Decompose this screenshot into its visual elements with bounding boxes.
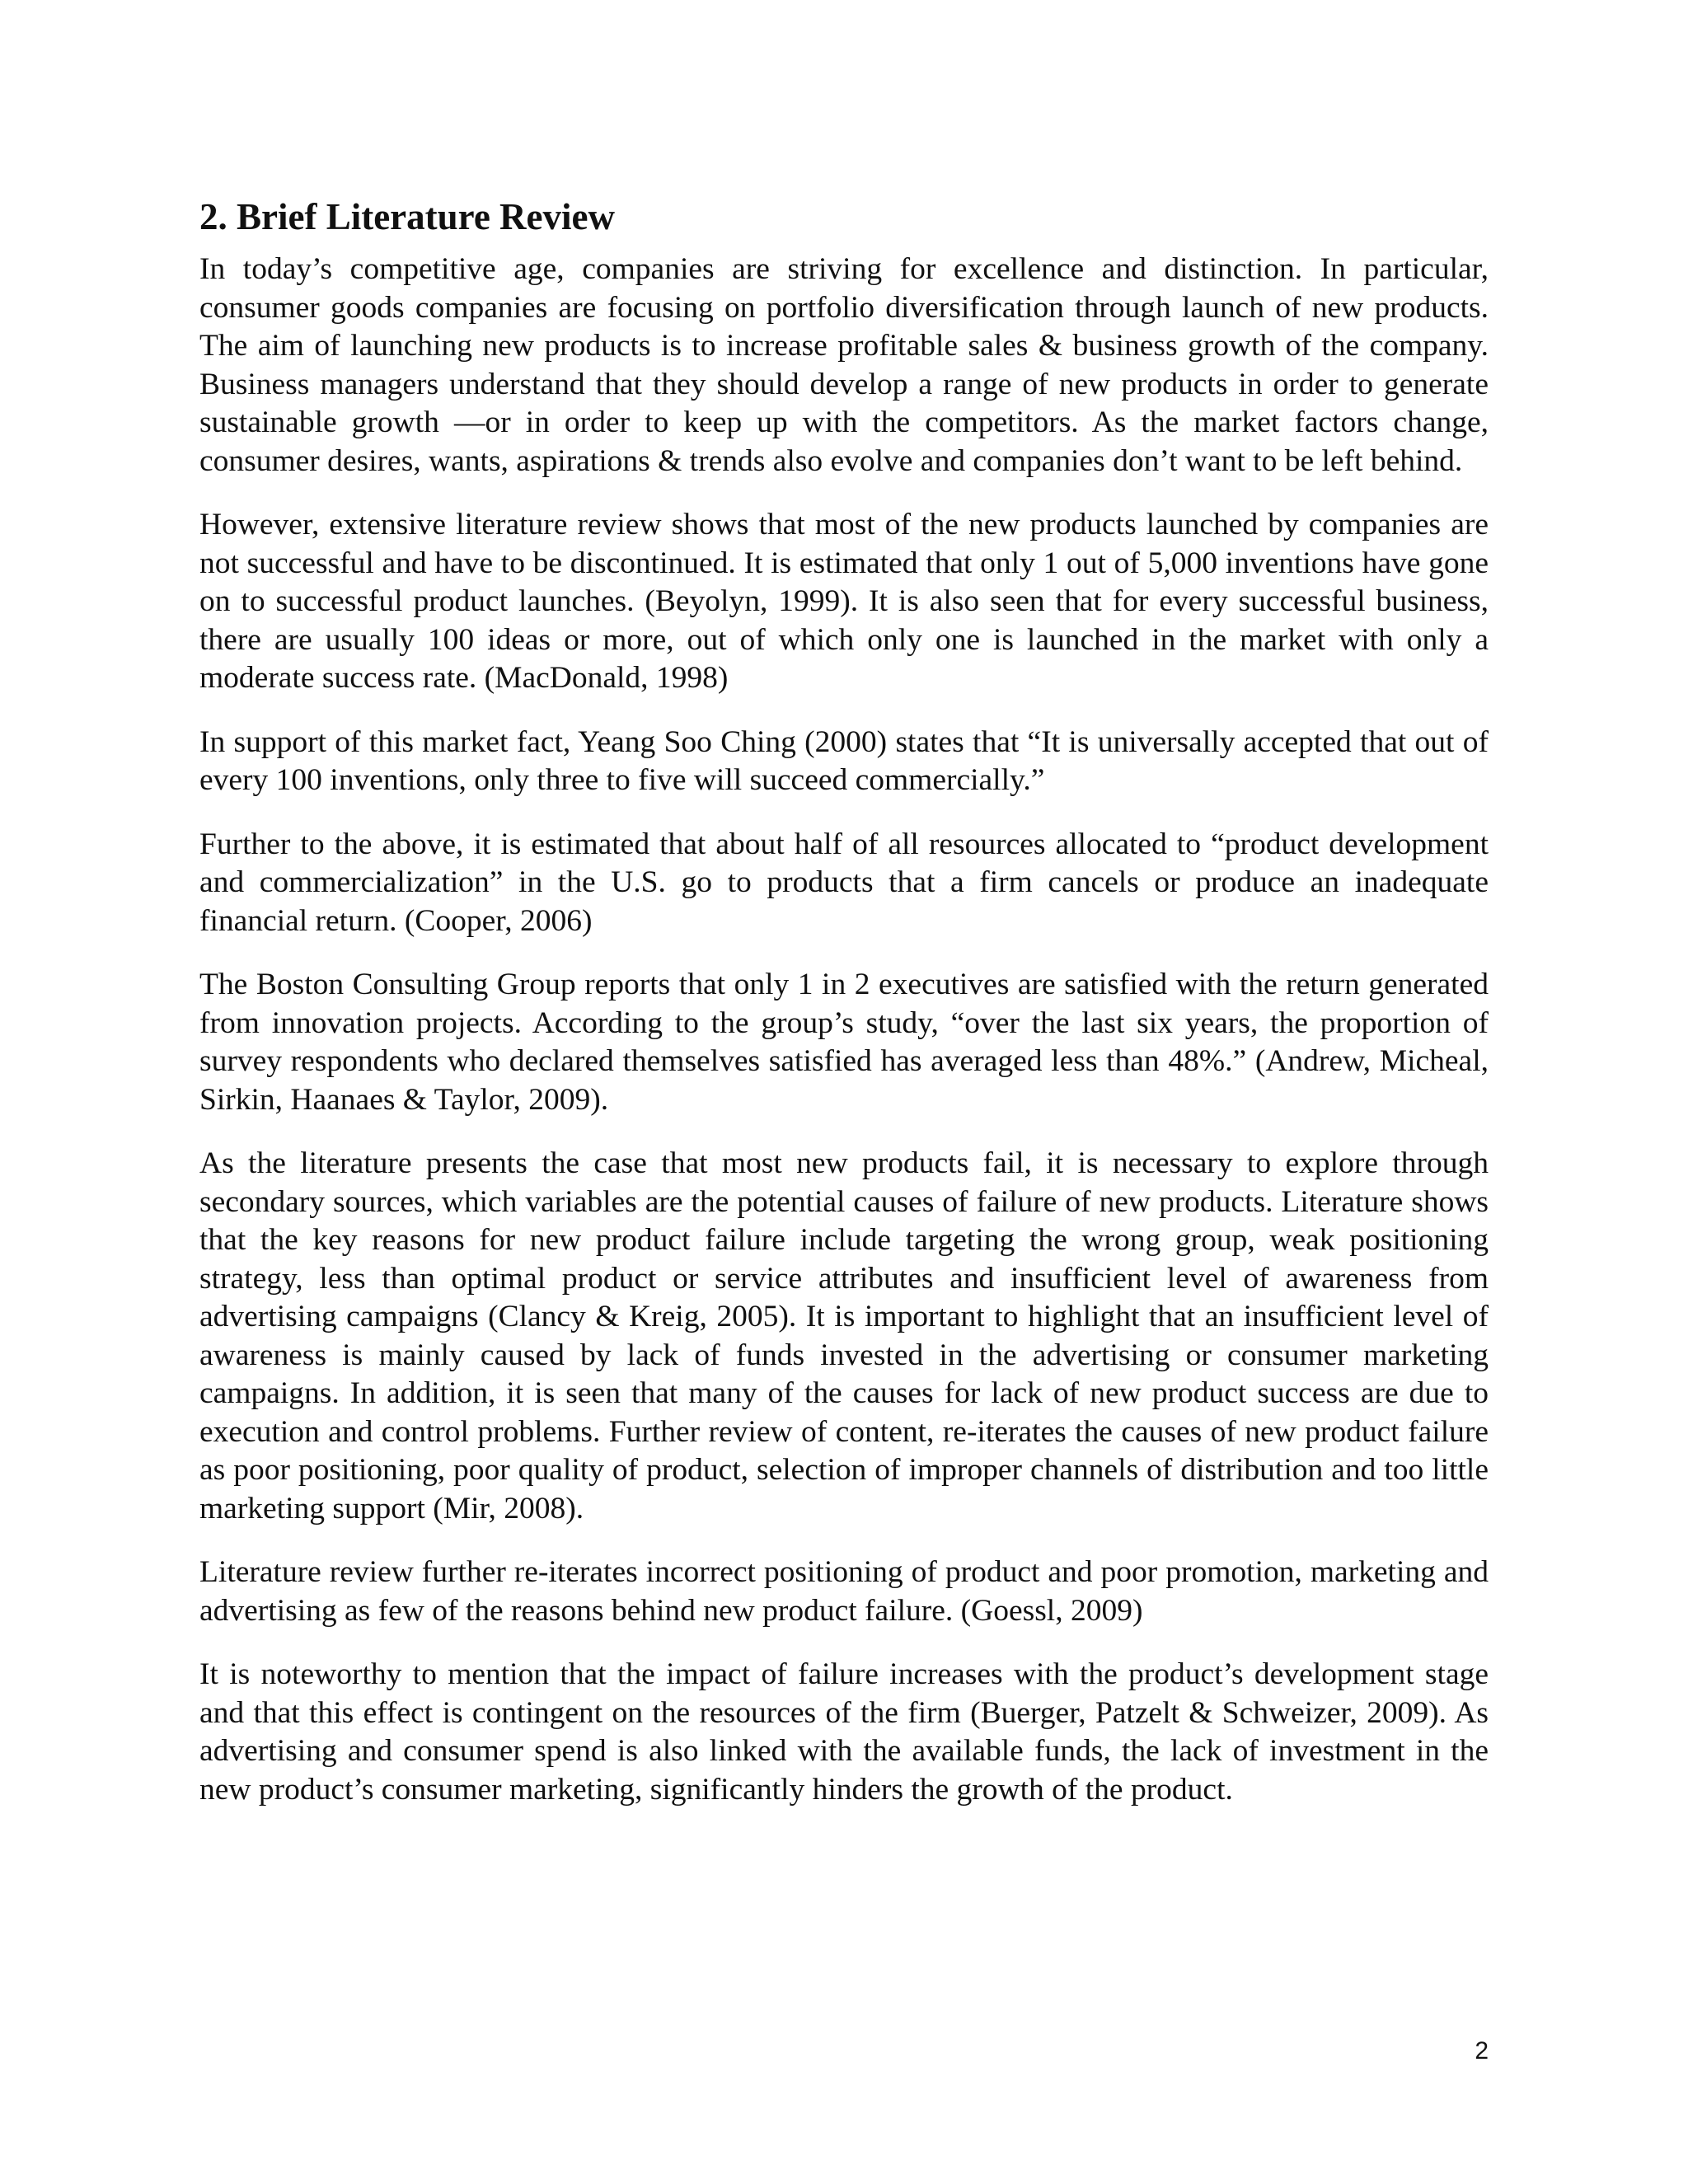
paragraph-8: It is noteworthy to mention that the impact of failure increases with the product’s development stage and that this effect is contingent on the resources of the firm (Buerger, Patzelt & Schweizer, 2009). As advertising and consumer spend is also linked with the available funds, the lack of investment in the new product’s consumer marketing, significantly hinders the growth of the product. [199, 1657, 1489, 1807]
page-content [199, 194, 1489, 1835]
paragraph-4: Further to the above, it is estimated that about half of all resources allocated to “product development and commercialization” in the U.S. go to products that a firm cancels or produce an inadequate financial return. (Cooper, 2006) [199, 827, 1489, 938]
paragraph-3: In support of this market fact, Yeang Soo Ching (2000) states that “It is universally accepted that out of every 100 inventions, only three to five will succeed commercially.” [199, 724, 1489, 797]
page-number: 2 [1475, 2037, 1489, 2064]
section-heading: 2. Brief Literature Review [199, 196, 615, 237]
paragraph-2: However, extensive literature review shows that most of the new products launched by companies are not successful and have to be discontinued. It is estimated that only 1 out of 5,000 inventions have gone on to successful product launches. (Beyolyn, 1999). It is also seen that for every successful business, there are usually 100 ideas or more, out of which only one is launched in the market with only a moderate success rate. (MacDonald, 1998) [199, 508, 1489, 695]
paragraph-7: Literature review further re-iterates incorrect positioning of product and poor promotion, marketing and advertising as few of the reasons behind new product failure. (Goessl, 2009) [199, 1555, 1489, 1628]
paragraph-6: As the literature presents the case that most new products fail, it is necessary to explore through secondary sources, which variables are the potential causes of failure of new products. Literature shows that the key reasons for new product failure include targeting the wrong group, weak positioning strategy, less than optimal product or service attributes and insufficient level of awareness from advertising campaigns (Clancy & Kreig, 2005). It is important to highlight that an insufficient level of awareness is mainly caused by lack of funds invested in the advertising or consumer marketing campaigns. In addition, it is seen that many of the causes for lack of new product success are due to execution and control problems. Further review of content, re-iterates the causes of new product failure as poor positioning, poor quality of product, selection of improper channels of distribution and too little marketing support (Mir, 2008). [199, 1146, 1489, 1526]
paragraph-1: In today’s competitive age, companies are striving for excellence and distinction. In particular, consumer goods companies are focusing on portfolio diversification through launch of new products. The aim of launching new products is to increase profitable sales & business growth of the company. Business managers understand that they should develop a range of new products in order to generate sustainable growth —or in order to keep up with the competitors. As the market factors change, consumer desires, wants, aspirations & trends also evolve and companies don’t want to be left behind. [199, 252, 1489, 478]
paragraph-5: The Boston Consulting Group reports that only 1 in 2 executives are satisfied with the return generated from innovation projects. According to the group’s study, “over the last six years, the proportion of survey respondents who declared themselves satisfied has averaged less than 48%.” (Andrew, Micheal, Sirkin, Haanaes & Taylor, 2009). [199, 968, 1489, 1117]
